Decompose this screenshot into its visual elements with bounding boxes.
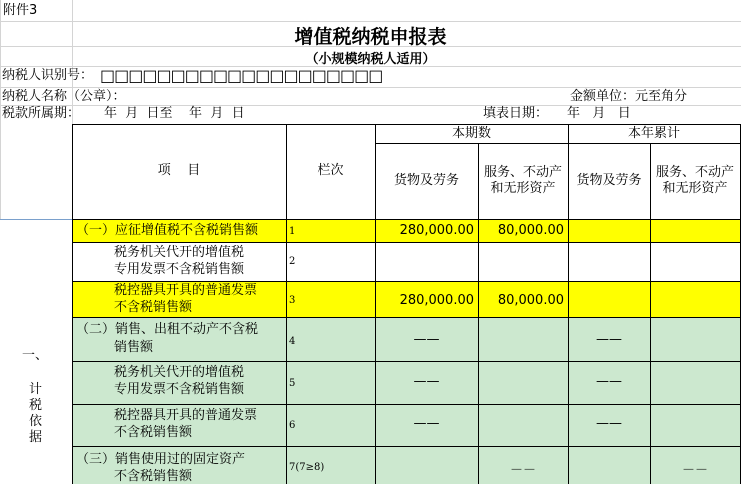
taxpayer-name-label: 纳税人名称（公章）： [2, 89, 126, 104]
row-line-number: 6 [289, 420, 296, 431]
taxpayer-id-label: 纳税人识别号： [2, 68, 94, 83]
row-line-number: 7(7≥8) [289, 462, 325, 473]
section-label-top: 一、 [22, 348, 49, 363]
col-header-ytd-services-2: 和无形资产 [662, 181, 728, 196]
row-item-line2: 销售额 [114, 340, 154, 355]
section-label-char: 计 [29, 382, 43, 397]
row-ytd-goods-value: —— [596, 374, 622, 389]
attachment-label: 附件3 [3, 3, 38, 18]
row-item: （三）销售使用过的固定资产 [76, 452, 246, 467]
row-item: 税控器具开具的普通发票 [114, 408, 258, 423]
row-line-number: 4 [289, 336, 296, 347]
row-goods-value: —— [413, 332, 440, 347]
row-goods-value: —— [413, 416, 440, 431]
row-item: （一）应征增值税不含税销售额 [76, 223, 259, 238]
row-item: 税控器具开具的普通发票 [114, 283, 258, 298]
col-header-item: 项 目 [157, 163, 201, 178]
row-item-line2: 不含税销售额 [114, 300, 193, 315]
col-header-ytd: 本年累计 [627, 126, 680, 141]
col-header-line: 栏次 [317, 163, 344, 178]
row-item: 税务机关代开的增值税 [114, 365, 245, 380]
form-subtitle: （小规模纳税人适用） [305, 52, 436, 67]
row-line-number: 3 [289, 295, 296, 306]
row-line-number: 2 [289, 256, 296, 267]
tax-period-label: 税款所属期： [2, 106, 81, 121]
col-header-services-2: 和无形资产 [490, 181, 556, 196]
row-item: 税务机关代开的增值税 [114, 245, 245, 260]
row-goods-value[interactable]: 280,000.00 [399, 293, 474, 308]
row-goods-value: —— [413, 374, 440, 389]
col-header-ytd-services-1: 服务、不动产 [655, 165, 734, 180]
row-item-line2: 专用发票不含税销售额 [114, 262, 245, 277]
section-label-char: 据 [29, 430, 43, 445]
row-ytd-goods-value: —— [596, 416, 622, 431]
row-item-line2: 专用发票不含税销售额 [114, 382, 245, 397]
row-services-value: －－ [509, 463, 536, 478]
col-header-goods: 货物及劳务 [393, 173, 459, 188]
row-services-value[interactable]: 80,000.00 [497, 293, 564, 308]
row-line-number: 5 [289, 378, 296, 389]
row-item-line2: 不含税销售额 [114, 469, 193, 484]
fill-date-value: 年 月 日 [567, 106, 631, 121]
row-services-value[interactable]: 80,000.00 [497, 223, 564, 238]
form-title: 增值税纳税申报表 [294, 26, 447, 48]
section-label-char: 税 [29, 398, 43, 413]
amount-unit: 金额单位：元至角分 [570, 89, 688, 104]
row-item: （二）销售、出租不动产不含税 [76, 322, 259, 337]
taxpayer-id-boxes[interactable]: □□□□□□□□□□□□□□□□□□□□ [100, 66, 383, 85]
row-goods-value[interactable]: 280,000.00 [399, 223, 474, 238]
row-item-line2: 不含税销售额 [114, 425, 193, 440]
row-ytd-goods-value: —— [596, 332, 622, 347]
row-ytd-services-value: －－ [681, 463, 708, 478]
col-header-ytd-goods: 货物及劳务 [576, 173, 642, 188]
col-header-current: 本期数 [451, 126, 491, 141]
row-line-number: 1 [289, 226, 296, 237]
fill-date-label: 填表日期： [483, 106, 549, 121]
tax-period-value: 年 月 日至 年 月 日 [104, 106, 245, 121]
col-header-services-1: 服务、不动产 [483, 165, 562, 180]
section-label-char: 依 [29, 414, 43, 429]
